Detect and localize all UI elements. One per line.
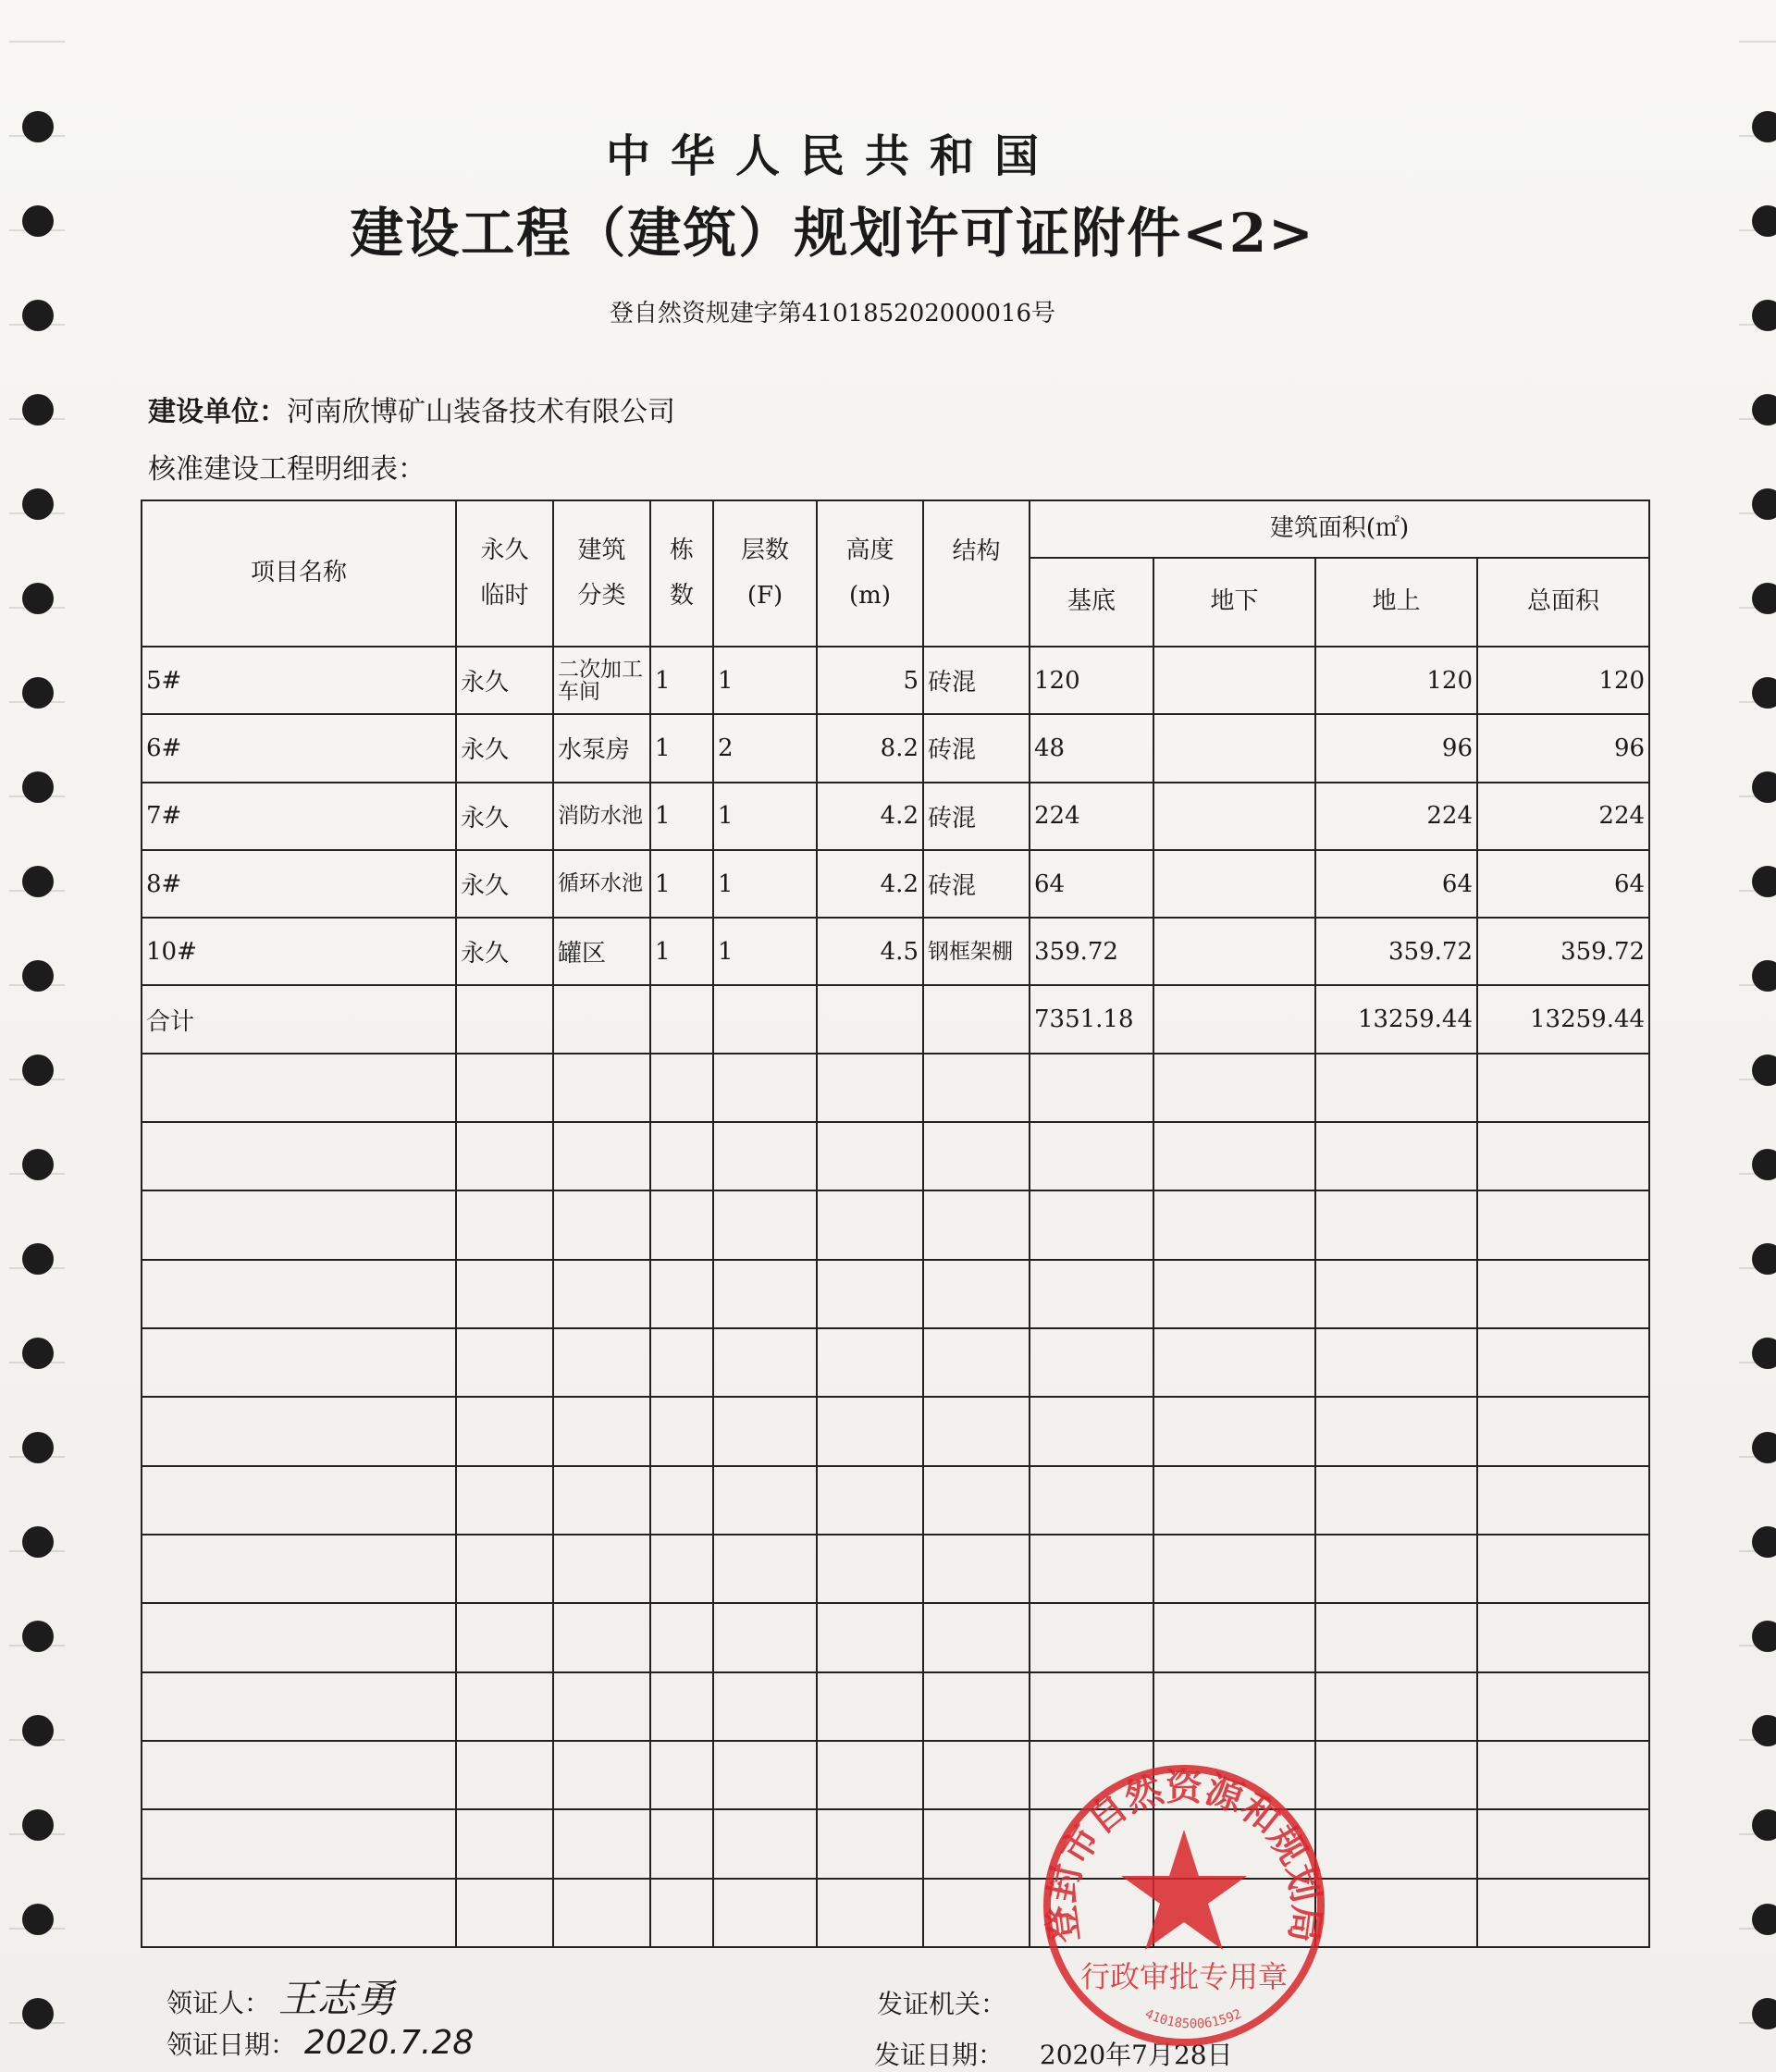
- blank-row: [142, 1260, 1649, 1328]
- blank-cell: [1477, 1190, 1649, 1259]
- total-cell-perm: [456, 985, 553, 1053]
- document-number: 登自然资规建字第410185202000016号: [609, 300, 1056, 327]
- svg-text:4101850061592: [1142, 2006, 1243, 2031]
- total-cell-category: [553, 985, 650, 1053]
- blank-cell: [142, 1260, 456, 1328]
- blank-cell: [817, 1741, 923, 1809]
- blank-cell: [1477, 1466, 1649, 1535]
- cell-perm: 永久: [456, 714, 553, 782]
- blank-cell: [713, 1054, 817, 1122]
- blank-cell: [650, 1328, 713, 1397]
- table-row: [142, 918, 1649, 985]
- blank-cell: [456, 1809, 553, 1878]
- cell-floors: 1: [713, 783, 817, 850]
- blank-cell: [553, 1535, 650, 1603]
- header-total: 总面积: [1477, 558, 1649, 647]
- blank-cell: [1315, 1603, 1477, 1671]
- blank-cell: [456, 1328, 553, 1397]
- seal-star-icon: [1121, 1830, 1247, 1950]
- recipient-date: [166, 2024, 474, 2062]
- blank-cell: [142, 1809, 456, 1878]
- blank-cell: [142, 1190, 456, 1259]
- total-cell-floors: [713, 985, 817, 1053]
- recipient-signature: 王志勇: [278, 1976, 395, 2021]
- perforation-hole: [22, 1998, 54, 2029]
- blank-cell: [1477, 1672, 1649, 1741]
- perforation-hole: [22, 1526, 54, 1558]
- blank-cell: [142, 1879, 456, 1947]
- blank-cell: [923, 1535, 1030, 1603]
- perforation-hole: [1752, 1054, 1776, 1086]
- header-under: 地下: [1153, 558, 1315, 647]
- blank-row: [142, 1535, 1649, 1603]
- total-cell-total: 13259.44: [1477, 985, 1649, 1053]
- blank-cell: [923, 1122, 1030, 1190]
- total-cell-above: 13259.44: [1315, 985, 1477, 1053]
- blank-row: [142, 1741, 1649, 1809]
- cell-height: 4.2: [817, 783, 923, 850]
- blank-cell: [142, 1054, 456, 1122]
- cell-category: 水泵房: [553, 714, 650, 782]
- blank-cell: [1315, 1741, 1477, 1809]
- cell-base: 48: [1030, 714, 1153, 782]
- issue-date-label: 发证日期：: [874, 2040, 1005, 2070]
- cell-floors: 1: [713, 918, 817, 985]
- cell-height: 8.2: [817, 714, 923, 782]
- blank-cell: [713, 1122, 817, 1190]
- blank-cell: [1477, 1879, 1649, 1947]
- cell-above: 120: [1315, 647, 1477, 714]
- blank-cell: [1477, 1260, 1649, 1328]
- cell-structure: 砖混: [923, 783, 1030, 850]
- cell-count: 1: [650, 783, 713, 850]
- cell-above: 64: [1315, 850, 1477, 918]
- document-subtitle: 建设工程（建筑）规划许可证附件<2>: [350, 202, 1315, 265]
- blank-cell: [142, 1397, 456, 1465]
- cell-base: 224: [1030, 783, 1153, 850]
- blank-cell: [456, 1741, 553, 1809]
- cell-total: 224: [1477, 783, 1649, 850]
- cell-perm: 永久: [456, 783, 553, 850]
- construction-unit-value: 河南欣博矿山装备技术有限公司: [287, 396, 675, 428]
- perforation-hole: [22, 583, 54, 614]
- blank-cell: [1477, 1397, 1649, 1465]
- blank-cell: [650, 1809, 713, 1878]
- blank-cell: [1315, 1122, 1477, 1190]
- blank-cell: [142, 1466, 456, 1535]
- cell-height: 5: [817, 647, 923, 714]
- blank-cell: [713, 1190, 817, 1259]
- blank-cell: [553, 1397, 650, 1465]
- project-detail-table: [141, 500, 1650, 1948]
- blank-cell: [1315, 1054, 1477, 1122]
- blank-cell: [923, 1466, 1030, 1535]
- perforation-hole: [1752, 583, 1776, 614]
- blank-cell: [923, 1603, 1030, 1671]
- perforation-hole: [1752, 488, 1776, 520]
- total-cell-under: [1153, 985, 1315, 1053]
- blank-cell: [650, 1535, 713, 1603]
- cell-perm: 永久: [456, 647, 553, 714]
- blank-cell: [1030, 1054, 1153, 1122]
- total-cell-name: 合计: [142, 985, 456, 1053]
- blank-row: [142, 1054, 1649, 1122]
- blank-cell: [1477, 1328, 1649, 1397]
- cell-base: 359.72: [1030, 918, 1153, 985]
- blank-cell: [553, 1122, 650, 1190]
- perforation-hole: [1752, 771, 1776, 803]
- perforation-hole: [22, 1054, 54, 1086]
- table-row: [142, 850, 1649, 918]
- perforation-hole: [22, 866, 54, 897]
- blank-cell: [1030, 1535, 1153, 1603]
- total-cell-base: 7351.18: [1030, 985, 1153, 1053]
- header-base: 基底: [1030, 558, 1153, 647]
- cell-base: 120: [1030, 647, 1153, 714]
- blank-cell: [456, 1603, 553, 1671]
- blank-row: [142, 1122, 1649, 1190]
- blank-cell: [923, 1190, 1030, 1259]
- table-row: [142, 714, 1649, 782]
- blank-cell: [1315, 1535, 1477, 1603]
- blank-cell: [456, 1054, 553, 1122]
- seal-code: 4101850061592: [1142, 2006, 1244, 2032]
- perforation-hole: [22, 1432, 54, 1463]
- blank-cell: [1315, 1260, 1477, 1328]
- perforation-hole: [1752, 866, 1776, 897]
- blank-cell: [1030, 1397, 1153, 1465]
- header-floors: 层数 (F): [713, 500, 817, 647]
- blank-cell: [1030, 1672, 1153, 1741]
- cell-floors: 2: [713, 714, 817, 782]
- blank-cell: [713, 1260, 817, 1328]
- blank-cell: [142, 1603, 456, 1671]
- cell-perm: 永久: [456, 850, 553, 918]
- blank-row: [142, 1809, 1649, 1878]
- blank-cell: [1153, 1397, 1315, 1465]
- blank-cell: [1315, 1328, 1477, 1397]
- perforation-hole: [1752, 1526, 1776, 1558]
- document-title: 中华人民共和国: [605, 130, 1059, 182]
- perforation-hole: [22, 1904, 54, 1935]
- blank-cell: [1153, 1603, 1315, 1671]
- blank-cell: [1030, 1466, 1153, 1535]
- perforation-hole: [1752, 111, 1776, 142]
- blank-cell: [553, 1879, 650, 1947]
- table-row: [142, 783, 1649, 850]
- blank-cell: [650, 1397, 713, 1465]
- perforation-hole: [1752, 960, 1776, 992]
- cell-floors: 1: [713, 850, 817, 918]
- seal-top-text: 登封市自然资源和规划局: [1039, 1765, 1329, 1945]
- cell-structure: 砖混: [923, 647, 1030, 714]
- perforation-hole: [22, 1243, 54, 1275]
- blank-cell: [142, 1328, 456, 1397]
- cell-count: 1: [650, 714, 713, 782]
- cell-count: 1: [650, 918, 713, 985]
- recipient-date-value: 2020.7.28: [303, 2024, 475, 2062]
- total-row: [142, 985, 1649, 1053]
- table-row: [142, 647, 1649, 714]
- blank-cell: [817, 1054, 923, 1122]
- perforation-hole: [22, 1621, 54, 1652]
- cell-above: 96: [1315, 714, 1477, 782]
- perforation-hole: [22, 1809, 54, 1841]
- cell-category: 循环水池: [553, 850, 650, 918]
- cell-name: 10#: [142, 918, 456, 985]
- table-title: 核准建设工程明细表：: [148, 453, 426, 486]
- blank-cell: [553, 1466, 650, 1535]
- blank-cell: [1030, 1260, 1153, 1328]
- blank-cell: [1477, 1809, 1649, 1878]
- cell-under: [1153, 850, 1315, 918]
- blank-cell: [650, 1672, 713, 1741]
- cell-under: [1153, 647, 1315, 714]
- blank-cell: [1153, 1054, 1315, 1122]
- blank-cell: [713, 1466, 817, 1535]
- perforation-hole: [1752, 394, 1776, 426]
- blank-cell: [1315, 1397, 1477, 1465]
- blank-cell: [553, 1603, 650, 1671]
- blank-cell: [1315, 1466, 1477, 1535]
- issuer-label: 发证机关：: [877, 1989, 1007, 2019]
- blank-cell: [817, 1397, 923, 1465]
- blank-cell: [650, 1054, 713, 1122]
- blank-cell: [923, 1741, 1030, 1809]
- blank-cell: [1153, 1672, 1315, 1741]
- cell-category: 二次加工车间: [553, 647, 650, 714]
- construction-unit-label: 建设单位：: [148, 396, 287, 428]
- blank-cell: [817, 1672, 923, 1741]
- blank-cell: [456, 1879, 553, 1947]
- perforation-hole: [1752, 677, 1776, 709]
- header-count: 栋 数: [650, 500, 713, 647]
- perforation-hole: [1752, 1621, 1776, 1652]
- blank-cell: [650, 1260, 713, 1328]
- blank-cell: [142, 1672, 456, 1741]
- perforation-hole: [1752, 300, 1776, 331]
- blank-cell: [923, 1260, 1030, 1328]
- blank-cell: [817, 1466, 923, 1535]
- perforation-hole: [1752, 1243, 1776, 1275]
- cell-total: 120: [1477, 647, 1649, 714]
- blank-cell: [142, 1535, 456, 1603]
- total-cell-count: [650, 985, 713, 1053]
- blank-row: [142, 1672, 1649, 1741]
- blank-cell: [553, 1328, 650, 1397]
- blank-cell: [1153, 1190, 1315, 1259]
- blank-cell: [817, 1190, 923, 1259]
- seal-bottom-text: 行政审批专用章: [1079, 1959, 1289, 1994]
- issue-date-value: 2020年7月28日: [1039, 2040, 1233, 2070]
- perforation-hole: [1752, 1338, 1776, 1369]
- blank-cell: [142, 1122, 456, 1190]
- blank-cell: [456, 1672, 553, 1741]
- blank-cell: [650, 1190, 713, 1259]
- blank-cell: [713, 1809, 817, 1878]
- blank-cell: [456, 1466, 553, 1535]
- blank-cell: [713, 1672, 817, 1741]
- blank-cell: [1030, 1328, 1153, 1397]
- blank-cell: [456, 1190, 553, 1259]
- cell-count: 1: [650, 850, 713, 918]
- cell-perm: 永久: [456, 918, 553, 985]
- cell-above: 224: [1315, 783, 1477, 850]
- perforation-hole: [22, 677, 54, 709]
- cell-height: 4.5: [817, 918, 923, 985]
- header-structure: 结构: [923, 500, 1030, 647]
- blank-row: [142, 1879, 1649, 1947]
- cell-base: 64: [1030, 850, 1153, 918]
- construction-unit: [148, 388, 675, 429]
- cell-structure: 钢框架棚: [923, 918, 1030, 985]
- blank-cell: [456, 1535, 553, 1603]
- cell-under: [1153, 783, 1315, 850]
- blank-row: [142, 1397, 1649, 1465]
- cell-total: 96: [1477, 714, 1649, 782]
- blank-cell: [923, 1054, 1030, 1122]
- perforation-hole: [1752, 1149, 1776, 1180]
- header-name: 项目名称: [142, 500, 456, 647]
- cell-above: 359.72: [1315, 918, 1477, 985]
- cell-structure: 砖混: [923, 850, 1030, 918]
- blank-cell: [553, 1190, 650, 1259]
- total-cell-height: [817, 985, 923, 1053]
- blank-cell: [817, 1260, 923, 1328]
- blank-row: [142, 1190, 1649, 1259]
- blank-cell: [1153, 1328, 1315, 1397]
- blank-cell: [456, 1397, 553, 1465]
- blank-cell: [553, 1809, 650, 1878]
- blank-cell: [553, 1672, 650, 1741]
- right-perforation-strip: [1739, 0, 1776, 2072]
- header-area-group: 建筑面积(㎡): [1030, 500, 1649, 558]
- blank-cell: [923, 1672, 1030, 1741]
- blank-cell: [650, 1122, 713, 1190]
- perforation-hole: [22, 394, 54, 426]
- blank-cell: [1315, 1672, 1477, 1741]
- blank-cell: [650, 1879, 713, 1947]
- blank-cell: [456, 1260, 553, 1328]
- blank-cell: [817, 1603, 923, 1671]
- blank-cell: [553, 1054, 650, 1122]
- total-cell-structure: [923, 985, 1030, 1053]
- blank-cell: [923, 1397, 1030, 1465]
- blank-cell: [1315, 1190, 1477, 1259]
- cell-name: 5#: [142, 647, 456, 714]
- blank-cell: [1153, 1260, 1315, 1328]
- blank-cell: [142, 1741, 456, 1809]
- blank-cell: [1030, 1190, 1153, 1259]
- perforation-hole: [1752, 1809, 1776, 1841]
- perforation-hole: [22, 960, 54, 992]
- blank-cell: [650, 1741, 713, 1809]
- perforation-hole: [1752, 1715, 1776, 1746]
- blank-cell: [1315, 1879, 1477, 1947]
- recipient-label: 领证人：: [166, 1988, 271, 2018]
- perforation-hole: [22, 1715, 54, 1746]
- blank-cell: [650, 1603, 713, 1671]
- blank-cell: [817, 1328, 923, 1397]
- header-above: 地上: [1315, 558, 1477, 647]
- blank-cell: [1477, 1122, 1649, 1190]
- cell-total: 64: [1477, 850, 1649, 918]
- blank-cell: [1153, 1535, 1315, 1603]
- blank-cell: [817, 1535, 923, 1603]
- blank-cell: [817, 1122, 923, 1190]
- perforation-hole: [1752, 1432, 1776, 1463]
- blank-cell: [923, 1809, 1030, 1878]
- blank-cell: [1153, 1466, 1315, 1535]
- perforation-hole: [1752, 1904, 1776, 1935]
- cell-structure: 砖混: [923, 714, 1030, 782]
- perforation-hole: [1752, 1998, 1776, 2029]
- blank-cell: [713, 1603, 817, 1671]
- perforation-hole: [22, 771, 54, 803]
- blank-cell: [553, 1260, 650, 1328]
- blank-cell: [1477, 1603, 1649, 1671]
- blank-cell: [1030, 1603, 1153, 1671]
- blank-cell: [1030, 1122, 1153, 1190]
- blank-cell: [553, 1741, 650, 1809]
- blank-cell: [1477, 1054, 1649, 1122]
- perforation-hole: [1752, 205, 1776, 237]
- blank-cell: [713, 1328, 817, 1397]
- cell-name: 6#: [142, 714, 456, 782]
- header-height: 高度 (m): [817, 500, 923, 647]
- recipient: [166, 1968, 395, 2024]
- blank-row: [142, 1328, 1649, 1397]
- blank-cell: [1153, 1122, 1315, 1190]
- recipient-date-label: 领证日期：: [166, 2029, 297, 2060]
- header-category: 建筑 分类: [553, 500, 650, 647]
- blank-cell: [1315, 1809, 1477, 1878]
- blank-cell: [650, 1466, 713, 1535]
- cell-category: 罐区: [553, 918, 650, 985]
- blank-cell: [713, 1879, 817, 1947]
- cell-name: 8#: [142, 850, 456, 918]
- blank-row: [142, 1603, 1649, 1671]
- blank-cell: [817, 1879, 923, 1947]
- cell-total: 359.72: [1477, 918, 1649, 985]
- cell-under: [1153, 714, 1315, 782]
- cell-under: [1153, 918, 1315, 985]
- blank-row: [142, 1466, 1649, 1535]
- cell-height: 4.2: [817, 850, 923, 918]
- blank-cell: [923, 1879, 1030, 1947]
- blank-cell: [456, 1122, 553, 1190]
- cell-name: 7#: [142, 783, 456, 850]
- perforation-hole: [22, 1149, 54, 1180]
- blank-cell: [713, 1741, 817, 1809]
- cell-count: 1: [650, 647, 713, 714]
- official-seal: [1036, 1758, 1332, 2054]
- blank-cell: [713, 1397, 817, 1465]
- blank-cell: [923, 1328, 1030, 1397]
- blank-cell: [713, 1535, 817, 1603]
- blank-cell: [1477, 1741, 1649, 1809]
- header-perm: 永久 临时: [456, 500, 553, 647]
- cell-category: 消防水池: [553, 783, 650, 850]
- blank-cell: [1477, 1535, 1649, 1603]
- cell-floors: 1: [713, 647, 817, 714]
- perforation-hole: [22, 488, 54, 520]
- blank-cell: [817, 1809, 923, 1878]
- perforation-hole: [22, 1338, 54, 1369]
